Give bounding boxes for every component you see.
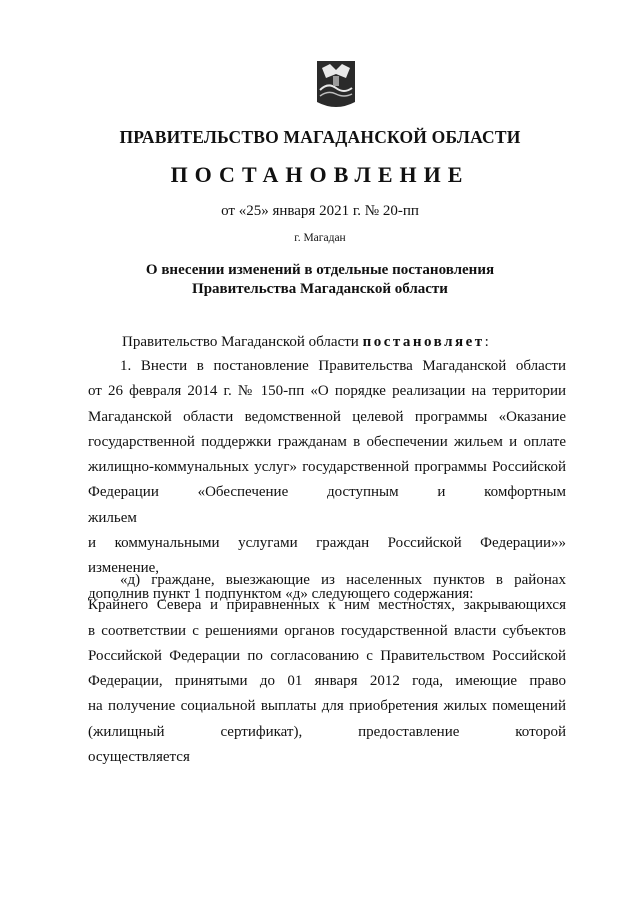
item-d-line: (жилищный сертификат), предоставление которой осуществляется [88,723,566,766]
item-d-line: «д) граждане, выезжающие из населенных пунктов в районах [120,572,566,588]
coat-of-arms-icon [316,60,356,110]
item-d-line: на получение социальной выплаты для приобретения жилых помещений [88,698,566,715]
document-city: г. Магадан [294,232,346,244]
government-name: ПРАВИТЕЛЬСТВО МАГАДАНСКОЙ ОБЛАСТИ [119,127,521,147]
item1-line: от 26 февраля 2014 г. № 150-пп «О порядке реализации на территории [88,383,566,400]
item-d-line: Крайнего Севера и приравненных к ним местностях, закрывающихся [88,597,566,614]
document-type: ПОСТАНОВЛЕНИЕ [170,162,470,187]
item1-line: Федерации «Обеспечение доступным и комфортным жильем [88,484,566,526]
document-subject [0,261,640,299]
intro-prefix: Правительство Магаданской области [122,334,363,350]
item1-line: и коммунальными услугами граждан Российской Федерации»» изменение, [88,535,566,577]
item-d-line: Федерации, принятыми до 01 января 2012 года, имеющие право [88,673,566,690]
intro-verb: постановляет [362,334,485,350]
intro-suffix: : [484,334,489,350]
item1-line: государственной поддержки гражданам в обеспечении жильем и оплате [88,433,566,450]
subject-line-1: О внесении изменений в отдельные постановления [145,262,495,278]
document-date-number: от «25» января 2021 г. № 20-пп [221,203,419,219]
item1-line: Магаданской области ведомственной целевой программы «Оказание [88,408,566,425]
item-d-line: в соответствии с решениями органов государственной власти субъектов [88,622,566,639]
item1-line: жилищно-коммунальных услуг» государственной программы Российской [88,459,566,476]
item1-line: дополнив пункт 1 подпунктом «д» следующего содержания: [88,585,474,602]
item1-line: 1. Внести в постановление Правительства Магаданской области [120,358,566,374]
subject-line-2: Правительства Магаданской области [192,281,448,297]
intro-paragraph [122,330,562,355]
item-d-paragraph [88,568,566,770]
item-d-line: Российской Федерации по согласованию с Правительством Российской [88,647,566,664]
